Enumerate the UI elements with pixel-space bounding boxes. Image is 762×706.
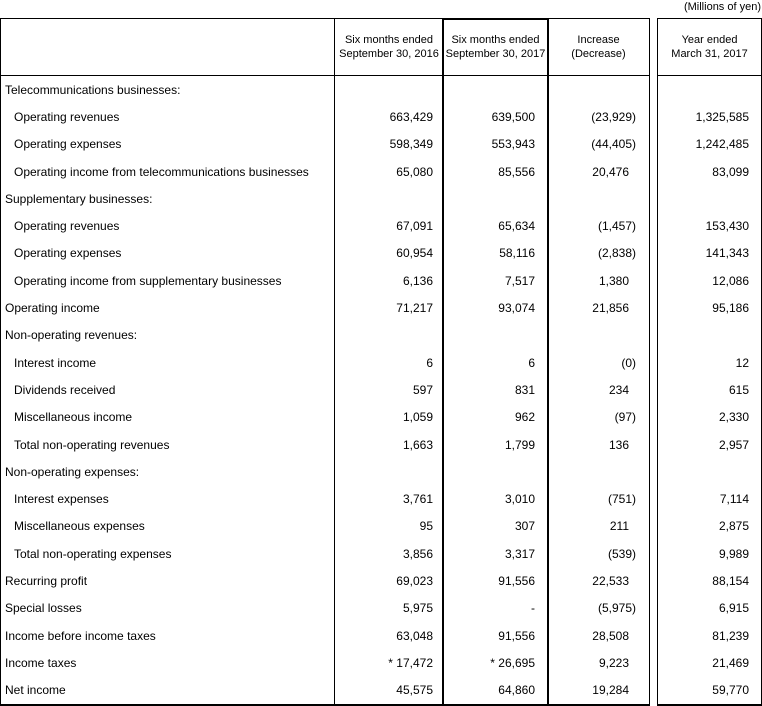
row-label: Operating expenses: [1, 131, 335, 158]
table-row: [658, 649, 761, 676]
value-change: 1,380: [598, 273, 629, 288]
row-label: Operating revenues: [1, 103, 335, 130]
table-row: [1, 677, 649, 704]
row-label: Special losses: [1, 595, 335, 622]
value-2017: 91,556: [498, 573, 535, 588]
row-label: Miscellaneous expenses: [1, 513, 335, 540]
col-header-2017-line2: September 30, 2017: [445, 48, 546, 60]
value-2017: 307: [514, 519, 535, 534]
value-2017: 3,010: [504, 492, 535, 507]
value-2016: 95: [419, 519, 433, 534]
value-2017: 831: [514, 382, 535, 397]
value-2017: 64,860: [498, 683, 535, 698]
value-fy2017: 21,469: [712, 655, 749, 670]
value-2017: 3,317: [504, 546, 535, 561]
value-fy2017: [658, 322, 761, 349]
table-row: [658, 185, 761, 212]
table-row: [1, 649, 649, 676]
table-row: [658, 540, 761, 567]
table-row: [658, 595, 761, 622]
value-fy2017: 12: [735, 355, 749, 370]
value-change: 136: [608, 437, 629, 452]
row-label: Operating income from telecommunications businesses: [1, 158, 335, 185]
row-label: Net income: [1, 677, 335, 704]
row-label: Non-operating expenses:: [1, 458, 335, 485]
income-statement-table: [0, 18, 650, 706]
table-row: [1, 622, 649, 649]
value-change: (97): [614, 410, 636, 425]
value-2016: [335, 322, 443, 349]
table-row: [658, 103, 761, 130]
value-2016: 3,856: [402, 546, 433, 561]
table-row: [1, 294, 649, 321]
col-header-labels: [1, 19, 335, 75]
table-row: [1, 485, 649, 512]
value-2016: 663,429: [389, 109, 433, 124]
value-fy2017: 83,099: [712, 164, 749, 179]
table-row: [1, 349, 649, 376]
table-row: [658, 76, 761, 103]
value-fy2017: 9,989: [718, 546, 749, 561]
units-note: (Millions of yen): [683, 1, 761, 13]
row-label: Operating income: [1, 294, 335, 321]
row-label: Income taxes: [1, 649, 335, 676]
value-change: (5,975): [597, 601, 636, 616]
value-2017: 58,116: [499, 246, 535, 261]
table-row: [1, 513, 649, 540]
value-fy2017: 95,186: [712, 301, 749, 316]
row-label: Total non-operating expenses: [1, 540, 335, 567]
value-fy2017: 1,325,585: [695, 109, 749, 124]
table-row: [1, 267, 649, 294]
table-row: [658, 322, 761, 349]
value-fy2017: 1,242,485: [695, 137, 749, 152]
col-header-fy-line2: March 31, 2017: [671, 48, 748, 60]
table-row: [1, 103, 649, 130]
value-2017: 7,517: [504, 273, 535, 288]
value-2016: [335, 76, 443, 103]
value-change: 234: [608, 382, 629, 397]
table-row: [658, 131, 761, 158]
value-2017: 639,500: [491, 109, 535, 124]
table-row: [658, 404, 761, 431]
value-2016: 65,080: [396, 164, 433, 179]
col-header-2016-line2: September 30, 2016: [339, 48, 439, 60]
value-2017: [443, 76, 548, 103]
value-2016: [335, 458, 443, 485]
table-row: [658, 513, 761, 540]
table-row: [658, 376, 761, 403]
value-fy2017: 59,770: [712, 683, 749, 698]
value-change: 9,223: [598, 655, 629, 670]
table-row: [1, 595, 649, 622]
col-header-change-line1: Increase: [577, 34, 620, 46]
value-2017: [443, 458, 548, 485]
value-change: 211: [609, 519, 629, 534]
value-2016: 3,761: [402, 492, 433, 507]
value-2016: 597: [412, 382, 433, 397]
value-change: 20,476: [592, 164, 629, 179]
value-2016: 1,059: [402, 410, 433, 425]
table-row: [658, 677, 761, 704]
table-row: [1, 404, 649, 431]
value-2017: 93,074: [498, 301, 535, 316]
table-row: [658, 567, 761, 594]
row-label: Income before income taxes: [1, 622, 335, 649]
table-row: [1, 322, 649, 349]
col-header-fy: [658, 19, 761, 76]
table-row: [658, 349, 761, 376]
value-fy2017: 81,239: [712, 628, 749, 643]
table-row: [1, 567, 649, 594]
value-fy2017: 2,957: [718, 437, 749, 452]
row-label: Operating expenses: [1, 240, 335, 267]
value-change: (539): [607, 546, 636, 561]
table-row: [658, 294, 761, 321]
table-row: [1, 376, 649, 403]
value-2017: 962: [514, 410, 535, 425]
table-row: [658, 431, 761, 458]
value-fy2017: 615: [728, 382, 749, 397]
value-fy2017: 153,430: [705, 219, 749, 234]
value-fy2017: 2,875: [718, 519, 749, 534]
table-row: [658, 267, 761, 294]
table-row: [1, 240, 649, 267]
value-2016: 5,975: [402, 601, 433, 616]
value-2016: 67,091: [396, 219, 433, 234]
table-header-row: [1, 19, 649, 76]
table-row: [658, 158, 761, 185]
value-fy2017: 2,330: [718, 410, 749, 425]
value-change: (44,405): [591, 137, 636, 152]
value-2017: [443, 185, 548, 212]
value-2016: 69,023: [396, 573, 433, 588]
col-header-2016: [335, 19, 443, 75]
table-row: [1, 76, 649, 103]
row-label: Miscellaneous income: [1, 404, 335, 431]
value-fy2017: 7,114: [719, 492, 749, 507]
value-change: (2,838): [597, 246, 636, 261]
value-2017: * 26,695: [490, 655, 535, 670]
value-2016: 598,349: [389, 137, 433, 152]
col-header-2016-line1: Six months ended: [344, 34, 434, 46]
col-header-2017-line1: Six months ended: [451, 34, 540, 46]
value-change: (751): [607, 492, 636, 507]
value-2016: 63,048: [396, 628, 433, 643]
value-fy2017: 88,154: [712, 573, 749, 588]
value-change: (23,929): [591, 109, 636, 124]
value-fy2017: 141,343: [705, 246, 749, 261]
row-label: Supplementary businesses:: [1, 185, 335, 212]
row-label: Dividends received: [1, 376, 335, 403]
row-label: Telecommunications businesses:: [1, 76, 335, 103]
value-fy2017: [658, 458, 761, 485]
table-row: [658, 622, 761, 649]
value-fy2017: 6,915: [718, 601, 749, 616]
value-fy2017: 12,086: [712, 273, 749, 288]
table-row: [1, 131, 649, 158]
col-header-change-line2: (Decrease): [571, 48, 626, 60]
row-label: Non-operating revenues:: [1, 322, 335, 349]
value-2016: [335, 185, 443, 212]
table-row: [1, 540, 649, 567]
value-change: 21,856: [592, 301, 629, 316]
value-fy2017: [658, 185, 761, 212]
value-change: (0): [621, 355, 636, 370]
row-label: Interest expenses: [1, 485, 335, 512]
table-row: [658, 458, 761, 485]
table-row: [1, 212, 649, 239]
table-row: [658, 240, 761, 267]
value-2017: 91,556: [498, 628, 535, 643]
table-row: [658, 485, 761, 512]
table-row: [658, 212, 761, 239]
col-header-change: [548, 19, 649, 75]
value-2017: 65,634: [498, 219, 535, 234]
value-2016: 6,136: [402, 273, 433, 288]
value-change: 19,284: [592, 683, 629, 698]
row-label: Operating income from supplementary businesses: [1, 267, 335, 294]
value-fy2017: [658, 76, 761, 103]
value-2017: [443, 322, 548, 349]
table-row: [1, 458, 649, 485]
row-label: Recurring profit: [1, 567, 335, 594]
value-2016: 60,954: [396, 246, 433, 261]
table-row: [1, 431, 649, 458]
row-label: Interest income: [1, 349, 335, 376]
value-2016: 71,217: [396, 301, 433, 316]
value-change: [548, 185, 649, 212]
value-2017: 6: [528, 355, 535, 370]
col-header-2017: [443, 19, 548, 75]
value-2016: 45,575: [396, 683, 433, 698]
row-label: Total non-operating revenues: [1, 431, 335, 458]
table-row: [1, 185, 649, 212]
value-2017: 85,556: [498, 164, 535, 179]
value-2016: * 17,472: [388, 655, 433, 670]
value-change: [548, 458, 649, 485]
value-change: [548, 76, 649, 103]
value-2017: -: [531, 601, 535, 616]
row-label: Operating revenues: [1, 212, 335, 239]
value-change: (1,457): [597, 219, 636, 234]
value-change: 22,533: [592, 573, 629, 588]
value-change: 28,508: [592, 628, 629, 643]
table-row: [1, 158, 649, 185]
value-2017: 553,943: [491, 137, 535, 152]
value-2017: 1,799: [504, 437, 535, 452]
value-change: [548, 322, 649, 349]
fiscal-year-column-table: [657, 18, 762, 706]
col-header-fy-line1: Year ended: [681, 34, 738, 46]
value-2016: 6: [426, 355, 433, 370]
value-2016: 1,663: [402, 437, 433, 452]
